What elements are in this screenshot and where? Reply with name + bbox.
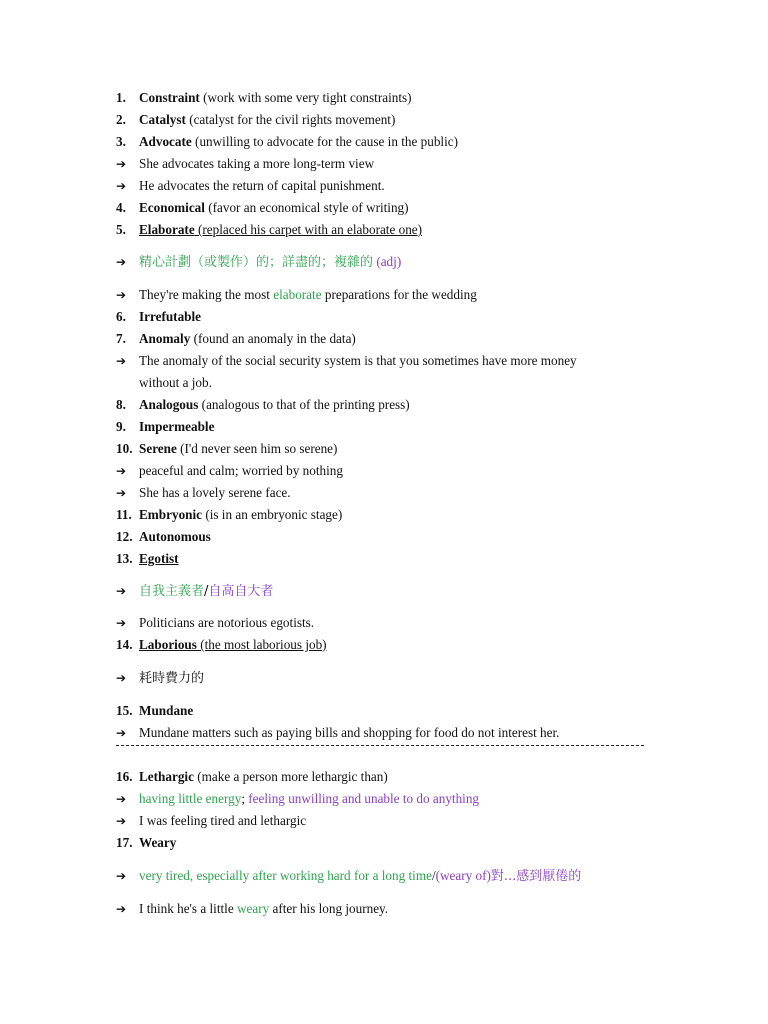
term: Autonomous [139,529,211,544]
bullet-item [116,352,577,370]
separator: ; [241,791,249,806]
separator: / [204,584,209,599]
example: (work with some very tight constraints) [199,90,412,105]
list-item [116,133,458,151]
bullet-item [116,812,306,830]
phrase: (weary of) [435,868,491,883]
arrow-icon: ➔ [116,157,127,171]
bullet-item [116,484,291,502]
term: Constraint [139,90,200,105]
list-item [116,89,412,107]
list-item [116,636,327,654]
term: Weary [139,835,177,850]
sentence: Politicians are notorious egotists. [139,615,315,630]
bullet-item [116,582,273,601]
arrow-icon: ➔ [116,814,127,828]
item-number: 17. [116,835,133,850]
list-item [116,396,410,414]
item-number: 13. [116,551,133,566]
arrow-icon: ➔ [116,464,127,478]
arrow-icon: ➔ [116,671,127,685]
bullet-item [116,155,374,173]
item-number: 9. [116,419,126,434]
chinese-definition: 自我主義者 [139,584,205,599]
list-item [116,702,193,720]
term: Embryonic [139,507,203,522]
term: Advocate [139,134,192,149]
list-item [116,506,342,524]
arrow-icon: ➔ [116,726,127,740]
definition-primary: very tired, especially after working hard for a long time [139,868,432,883]
term: Lethargic [139,769,194,784]
list-item [116,550,179,568]
bullet-item [116,669,204,688]
arrow-icon: ➔ [116,486,127,500]
item-number: 3. [116,134,126,149]
list-item [116,308,201,326]
arrow-icon: ➔ [116,616,127,630]
bullet-item [116,790,479,808]
item-number: 12. [116,529,133,544]
example: (unwilling to advocate for the cause in the public) [191,134,458,149]
definition-primary: having little energy [139,791,242,806]
section-divider [116,745,644,746]
arrow-icon: ➔ [116,255,127,269]
highlighted-word: elaborate [273,287,322,302]
example: (analogous to that of the printing press) [198,397,410,412]
bullet-item [116,177,385,195]
example: (favor an economical style of writing) [204,200,409,215]
term: Economical [139,200,205,215]
chinese-definition: 對...感到厭倦的 [490,869,582,884]
item-number: 4. [116,200,126,215]
term: Serene [139,441,177,456]
list-item [116,418,214,436]
definition-secondary: feeling unwilling and unable to do anything [248,791,480,806]
term: Anomaly [139,331,191,346]
arrow-icon: ➔ [116,179,127,193]
item-number: 7. [116,331,126,346]
sentence-continuation: without a job. [139,375,212,390]
chinese-definition: 精心計劃（或製作）的；詳盡的；複雜的 [139,255,374,270]
term: Analogous [139,397,199,412]
example: (found an anomaly in the data) [190,331,356,346]
list-item [116,111,395,129]
item-number: 15. [116,703,133,718]
example: (the most laborious job) [196,637,327,652]
bullet-item [116,724,559,742]
sentence-start: I think he's a little [139,901,237,916]
item-number: 14. [116,637,133,652]
item-number: 5. [116,222,126,237]
item-number: 10. [116,441,133,456]
list-item [116,834,176,852]
arrow-icon: ➔ [116,902,127,916]
term: Laborious [139,637,197,652]
arrow-icon: ➔ [116,584,127,598]
arrow-icon: ➔ [116,288,127,302]
sentence: I was feeling tired and lethargic [139,813,307,828]
chinese-definition-alt: 自高自大者 [208,584,274,599]
term: Egotist [139,551,179,566]
example: (replaced his carpet with an elaborate one) [194,222,423,237]
item-number: 6. [116,309,126,324]
example: (catalyst for the civil rights movement) [185,112,396,127]
arrow-icon: ➔ [116,869,127,883]
bullet-item [116,900,388,918]
separator: / [431,868,436,883]
definition: peaceful and calm; worried by nothing [139,463,343,478]
bullet-item [116,867,581,886]
term: Elaborate [139,222,195,237]
sentence: She advocates taking a more long-term view [139,156,375,171]
list-item [116,440,337,458]
chinese-definition: 耗時費力的 [139,671,205,686]
example: (is in an embryonic stage) [202,507,343,522]
item-number: 1. [116,90,126,105]
sentence: The anomaly of the social security system is that you sometimes have more money [139,353,577,368]
list-item [116,768,388,786]
list-item [116,199,409,217]
highlighted-word: weary [236,901,270,916]
item-number: 8. [116,397,126,412]
term: Irrefutable [139,309,202,324]
list-item [116,221,422,239]
term: Impermeable [139,419,215,434]
example: (make a person more lethargic than) [193,769,388,784]
list-item [116,528,211,546]
sentence-start: They're making the most [139,287,274,302]
term: Mundane [139,703,194,718]
bullet-item [116,286,477,304]
bullet-item [116,253,401,272]
arrow-icon: ➔ [116,354,127,368]
example: (I'd never seen him so serene) [176,441,338,456]
sentence: Mundane matters such as paying bills and shopping for food do not interest her. [139,725,560,740]
sentence: She has a lovely serene face. [139,485,291,500]
arrow-icon: ➔ [116,792,127,806]
term: Catalyst [139,112,186,127]
item-number: 16. [116,769,133,784]
sentence: He advocates the return of capital punishment. [139,178,385,193]
item-number: 2. [116,112,126,127]
sentence-end: after his long journey. [269,901,389,916]
bullet-item [116,462,343,480]
bullet-item [116,614,314,632]
list-item [116,330,356,348]
sentence-end: preparations for the wedding [321,287,477,302]
item-number: 11. [116,507,132,522]
pos-tag: (adj) [373,254,402,269]
